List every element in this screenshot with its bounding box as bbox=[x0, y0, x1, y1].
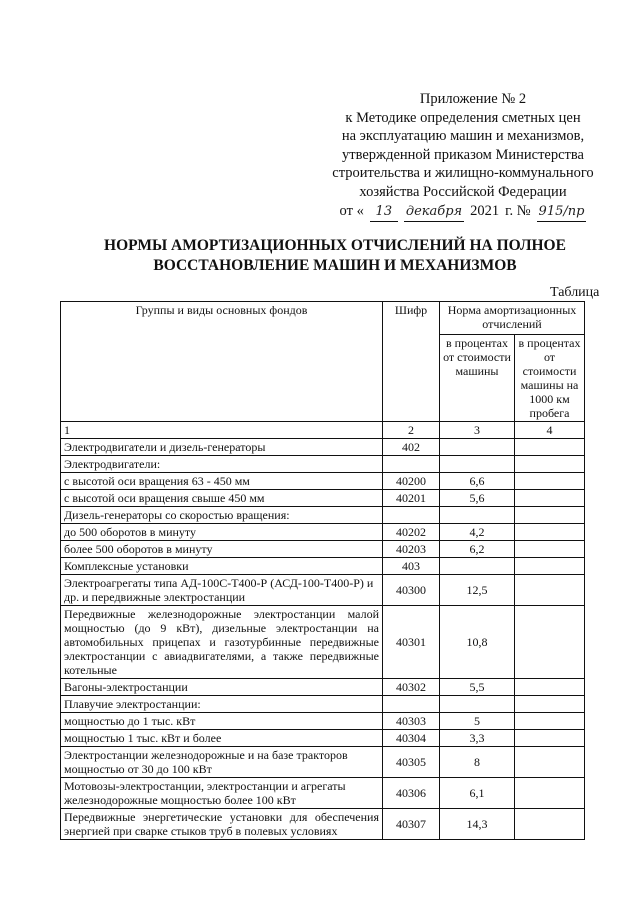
table-row bbox=[61, 439, 585, 456]
norms-table bbox=[60, 301, 585, 840]
row-name: Электродвигатели: bbox=[61, 456, 383, 473]
row-name: Электроагрегаты типа АД-100С-Т400-Р (АСД-100-Т400-Р) и др. и передвижные электростанции bbox=[61, 575, 383, 606]
row-code: 40304 bbox=[383, 730, 440, 747]
row-code: 40300 bbox=[383, 575, 440, 606]
row-percent: 6,1 bbox=[440, 778, 515, 809]
title-line-1: НОРМЫ АМОРТИЗАЦИОННЫХ ОТЧИСЛЕНИЙ НА ПОЛНОЕ bbox=[104, 237, 566, 254]
row-code: 403 bbox=[383, 558, 440, 575]
row-percent-km bbox=[515, 456, 585, 473]
appendix-line: на эксплуатацию машин и механизмов, bbox=[341, 128, 585, 145]
row-name: более 500 оборотов в минуту bbox=[61, 541, 383, 558]
table-row bbox=[61, 778, 585, 809]
row-percent bbox=[440, 456, 515, 473]
row-percent: 8 bbox=[440, 747, 515, 778]
row-percent bbox=[440, 507, 515, 524]
row-percent-km bbox=[515, 809, 585, 840]
title-line-2: ВОССТАНОВЛЕНИЕ МАШИН И МЕХАНИЗМОВ bbox=[153, 257, 517, 274]
row-code: 40200 bbox=[383, 473, 440, 490]
row-percent-km bbox=[515, 679, 585, 696]
order-date-number bbox=[318, 202, 608, 223]
table-row bbox=[61, 541, 585, 558]
appendix-line: утвержденной приказом Министерства bbox=[342, 146, 584, 163]
date-month-handwritten: декабря bbox=[404, 203, 464, 223]
column-number-row bbox=[61, 422, 585, 439]
row-name: Дизель-генераторы со скоростью вращения: bbox=[61, 507, 383, 524]
row-code bbox=[383, 456, 440, 473]
row-name: Мотовозы-электростанции, электростанции и агрегаты железнодорожные мощностью более 100 кВт bbox=[61, 778, 383, 809]
table-row bbox=[61, 606, 585, 679]
table-row bbox=[61, 696, 585, 713]
row-percent: 14,3 bbox=[440, 809, 515, 840]
row-percent bbox=[440, 696, 515, 713]
row-percent-km bbox=[515, 730, 585, 747]
row-percent: 6,2 bbox=[440, 541, 515, 558]
row-name: с высотой оси вращения 63 - 450 мм bbox=[61, 473, 383, 490]
row-percent-km bbox=[515, 713, 585, 730]
row-name: с высотой оси вращения свыше 450 мм bbox=[61, 490, 383, 507]
row-code bbox=[383, 507, 440, 524]
row-percent-km bbox=[515, 507, 585, 524]
document-title bbox=[60, 236, 610, 276]
table-row bbox=[61, 713, 585, 730]
date-year: 2021 bbox=[470, 202, 500, 219]
row-name: Передвижные железнодорожные электростанции малой мощностью (до 9 кВт), дизельные электростанции на автомобильных прицепах и газотурбинные передвижные электростанции с авиадвигателями, а также передвижные котельные bbox=[61, 606, 383, 679]
date-day-handwritten: 13 bbox=[370, 203, 398, 223]
order-number-handwritten: 915/пр bbox=[537, 203, 587, 223]
row-name: до 500 оборотов в минуту bbox=[61, 524, 383, 541]
header-percent-per-km: в процентах от стоимости машины на 1000 км пробега bbox=[515, 335, 585, 422]
table-caption: Таблица bbox=[550, 285, 600, 300]
table-row bbox=[61, 473, 585, 490]
table-row bbox=[61, 524, 585, 541]
row-code: 40201 bbox=[383, 490, 440, 507]
date-prefix: от « bbox=[339, 202, 364, 219]
appendix-line: хозяйства Российской Федерации bbox=[359, 183, 567, 200]
row-percent-km bbox=[515, 606, 585, 679]
column-number: 1 bbox=[61, 422, 383, 439]
row-percent-km bbox=[515, 524, 585, 541]
row-code: 40203 bbox=[383, 541, 440, 558]
header-percent-cost: в процентах от стоимости машины bbox=[440, 335, 515, 422]
row-percent: 5 bbox=[440, 713, 515, 730]
row-percent-km bbox=[515, 747, 585, 778]
row-percent-km bbox=[515, 558, 585, 575]
appendix-line: к Методике определения сметных цен bbox=[345, 109, 581, 126]
appendix-title: Приложение № 2 bbox=[419, 91, 527, 107]
row-code: 40307 bbox=[383, 809, 440, 840]
row-percent-km bbox=[515, 778, 585, 809]
row-name: Электродвигатели и дизель-генераторы bbox=[61, 439, 383, 456]
row-percent: 3,3 bbox=[440, 730, 515, 747]
column-number: 3 bbox=[440, 422, 515, 439]
header-groups: Группы и виды основных фондов bbox=[61, 302, 383, 422]
row-code: 40202 bbox=[383, 524, 440, 541]
table-row bbox=[61, 575, 585, 606]
row-code: 40301 bbox=[383, 606, 440, 679]
row-percent bbox=[440, 439, 515, 456]
row-code: 40306 bbox=[383, 778, 440, 809]
table-row bbox=[61, 490, 585, 507]
row-percent-km bbox=[515, 575, 585, 606]
table-row bbox=[61, 730, 585, 747]
header-code: Шифр bbox=[383, 302, 440, 422]
row-percent: 5,5 bbox=[440, 679, 515, 696]
row-name: мощностью до 1 тыс. кВт bbox=[61, 713, 383, 730]
header-norm: Норма амортизационных отчислений bbox=[440, 302, 585, 335]
table-row bbox=[61, 558, 585, 575]
appendix-block bbox=[318, 90, 608, 222]
column-number: 2 bbox=[383, 422, 440, 439]
row-name: Комплексные установки bbox=[61, 558, 383, 575]
table-row bbox=[61, 809, 585, 840]
row-name: Электростанции железнодорожные и на базе тракторов мощностью от 30 до 100 кВт bbox=[61, 747, 383, 778]
row-percent: 12,5 bbox=[440, 575, 515, 606]
row-percent: 6,6 bbox=[440, 473, 515, 490]
row-percent-km bbox=[515, 473, 585, 490]
row-percent bbox=[440, 558, 515, 575]
row-name: Передвижные энергетические установки для обеспечения энергией при сварке стыков труб в полевых условиях bbox=[61, 809, 383, 840]
row-code: 40303 bbox=[383, 713, 440, 730]
row-code: 402 bbox=[383, 439, 440, 456]
row-percent-km bbox=[515, 439, 585, 456]
row-percent-km bbox=[515, 490, 585, 507]
number-prefix: г. № bbox=[505, 202, 531, 219]
table-row bbox=[61, 679, 585, 696]
appendix-line: строительства и жилищно-коммунального bbox=[332, 165, 594, 182]
row-percent: 10,8 bbox=[440, 606, 515, 679]
row-percent-km bbox=[515, 541, 585, 558]
row-code: 40302 bbox=[383, 679, 440, 696]
row-percent: 4,2 bbox=[440, 524, 515, 541]
table-row bbox=[61, 456, 585, 473]
row-code: 40305 bbox=[383, 747, 440, 778]
header-row bbox=[61, 302, 585, 335]
table-row bbox=[61, 747, 585, 778]
row-name: мощностью 1 тыс. кВт и более bbox=[61, 730, 383, 747]
row-percent-km bbox=[515, 696, 585, 713]
row-name: Плавучие электростанции: bbox=[61, 696, 383, 713]
column-number: 4 bbox=[515, 422, 585, 439]
row-code bbox=[383, 696, 440, 713]
table-row bbox=[61, 507, 585, 524]
row-percent: 5,6 bbox=[440, 490, 515, 507]
row-name: Вагоны-электростанции bbox=[61, 679, 383, 696]
